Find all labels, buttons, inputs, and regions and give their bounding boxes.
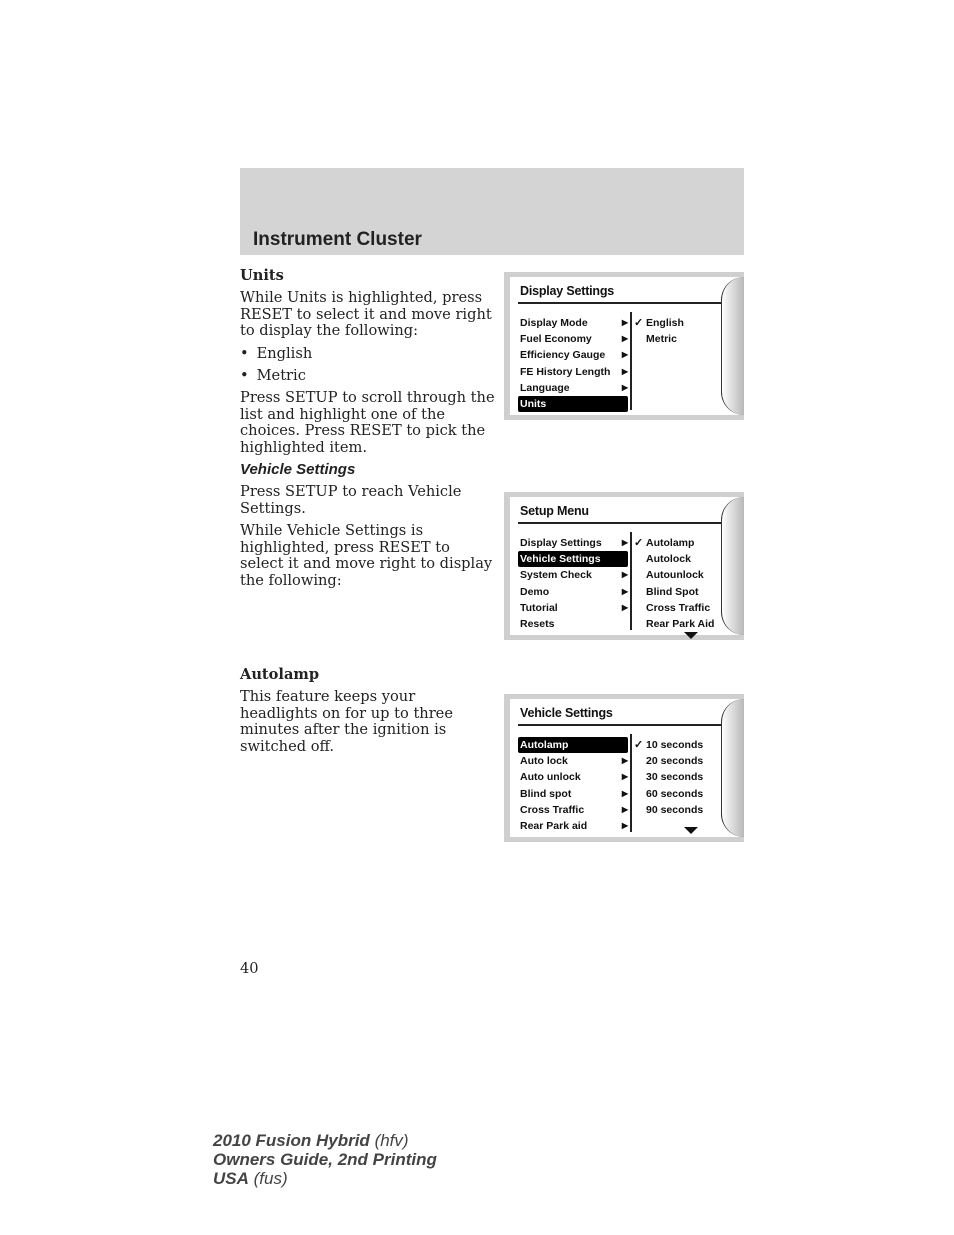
menu-separator (630, 532, 632, 630)
screen-divider (518, 302, 726, 304)
checkmark-icon: ✓ (634, 317, 644, 329)
option-item: Rear Park Aid (646, 617, 715, 630)
play-arrow-icon: ▶ (621, 334, 628, 344)
play-arrow-icon: ▶ (621, 788, 628, 798)
screen-divider (518, 724, 726, 726)
menu-item: Fuel Economy ▶ (518, 331, 628, 347)
menu-item: Auto unlock ▶ (518, 769, 628, 785)
screen-menu-list (518, 737, 628, 834)
scroll-down-icon (684, 632, 698, 639)
option-item: Autounlock (646, 569, 704, 582)
play-arrow-icon: ▶ (621, 570, 628, 580)
menu-separator (630, 312, 632, 410)
screen-option-list (634, 737, 724, 818)
play-arrow-icon: ▶ (621, 586, 628, 596)
screen-option-list (634, 315, 724, 347)
screen-divider (518, 522, 726, 524)
menu-item: Display Settings ▶ (518, 535, 628, 551)
option-item: Metric (646, 333, 677, 346)
section-header-band (240, 168, 744, 255)
units-paragraph-2: Press SETUP to scroll through the list and highlight one of the choices. Press RESET to pick the highlighted item. (240, 389, 495, 456)
play-arrow-icon: ▶ (621, 756, 628, 766)
screen-title: Display Settings (520, 284, 615, 298)
menu-item: FE History Length ▶ (518, 364, 628, 380)
menu-item: Language ▶ (518, 380, 628, 396)
play-arrow-icon: ▶ (621, 772, 628, 782)
menu-item: Display Mode ▶ (518, 315, 628, 331)
option-item: 20 seconds (646, 755, 704, 768)
display-settings-screen (504, 272, 744, 420)
menu-item: Blind spot ▶ (518, 786, 628, 802)
menu-item: Resets (520, 617, 555, 630)
units-paragraph-1: While Units is highlighted, press RESET to select it and move right to display the following: (240, 289, 492, 340)
menu-item-selected: Vehicle Settings (518, 551, 628, 567)
checkmark-icon: ✓ (634, 537, 644, 549)
play-arrow-icon: ▶ (621, 538, 628, 547)
option-item: Blind Spot (646, 585, 699, 598)
menu-item-selected: Autolamp (518, 737, 628, 753)
footer-model-code: (hfv) (374, 1131, 409, 1150)
screen-bezel-curve (721, 497, 744, 635)
autolamp-heading: Autolamp (240, 666, 320, 683)
scroll-down-icon (684, 827, 698, 834)
option-item: 90 seconds (646, 803, 704, 816)
screen-menu-list (518, 315, 628, 412)
play-arrow-icon: ▶ (621, 804, 628, 814)
vehicle-settings-heading: Vehicle Settings (240, 461, 356, 479)
option-item: Autolock (646, 553, 691, 566)
vehicle-paragraph-2: While Vehicle Settings is highlighted, press RESET to select it and move right to display the following: (240, 522, 493, 589)
page-number: 40 (240, 960, 259, 977)
units-heading: Units (240, 267, 284, 284)
menu-separator (630, 734, 632, 832)
menu-item: Rear Park aid ▶ (518, 818, 628, 834)
setup-menu-screen (504, 492, 744, 640)
option-item: 60 seconds (646, 787, 704, 800)
document-footer (213, 1131, 437, 1188)
play-arrow-icon: ▶ (621, 366, 628, 376)
footer-region: USA (213, 1169, 249, 1188)
menu-item-selected: Units (518, 396, 628, 412)
screen-bezel-curve (721, 699, 744, 837)
option-item: ✓ Autolamp (634, 535, 724, 551)
menu-item: Efficiency Gauge ▶ (518, 347, 628, 363)
vehicle-paragraph-1: Press SETUP to reach Vehicle Settings. (240, 483, 462, 517)
option-item: ✓ English (634, 315, 724, 331)
play-arrow-icon: ▶ (621, 350, 628, 360)
units-bullet-metric: • Metric (240, 368, 496, 384)
option-item: ✓ 10 seconds (634, 737, 724, 753)
screen-title: Setup Menu (520, 504, 589, 518)
screen-menu-list (518, 535, 628, 632)
menu-item: Auto lock ▶ (518, 753, 628, 769)
menu-item: Demo ▶ (518, 584, 628, 600)
menu-item: System Check ▶ (518, 567, 628, 583)
screen-title: Vehicle Settings (520, 706, 613, 720)
menu-item: Tutorial ▶ (518, 600, 628, 616)
vehicle-settings-screen (504, 694, 744, 842)
autolamp-text-block (240, 667, 496, 761)
units-text-block (240, 268, 496, 595)
autolamp-paragraph: This feature keeps your headlights on for up to three minutes after the ignition is switched off. (240, 688, 453, 755)
menu-item: Cross Traffic ▶ (518, 802, 628, 818)
footer-region-code: (fus) (253, 1169, 288, 1188)
footer-model: 2010 Fusion Hybrid (213, 1131, 370, 1150)
screen-bezel-curve (721, 277, 744, 415)
units-bullet-english: • English (240, 346, 496, 362)
play-arrow-icon: ▶ (621, 318, 628, 327)
option-item: 30 seconds (646, 771, 704, 784)
play-arrow-icon: ▶ (621, 382, 628, 392)
play-arrow-icon: ▶ (621, 820, 628, 830)
screen-option-list (634, 535, 724, 632)
footer-edition: Owners Guide, 2nd Printing (213, 1150, 437, 1169)
play-arrow-icon: ▶ (621, 602, 628, 612)
checkmark-icon: ✓ (634, 739, 644, 751)
option-item: Cross Traffic (646, 601, 711, 614)
units-bullet-list (240, 346, 496, 385)
section-title: Instrument Cluster (253, 229, 422, 250)
